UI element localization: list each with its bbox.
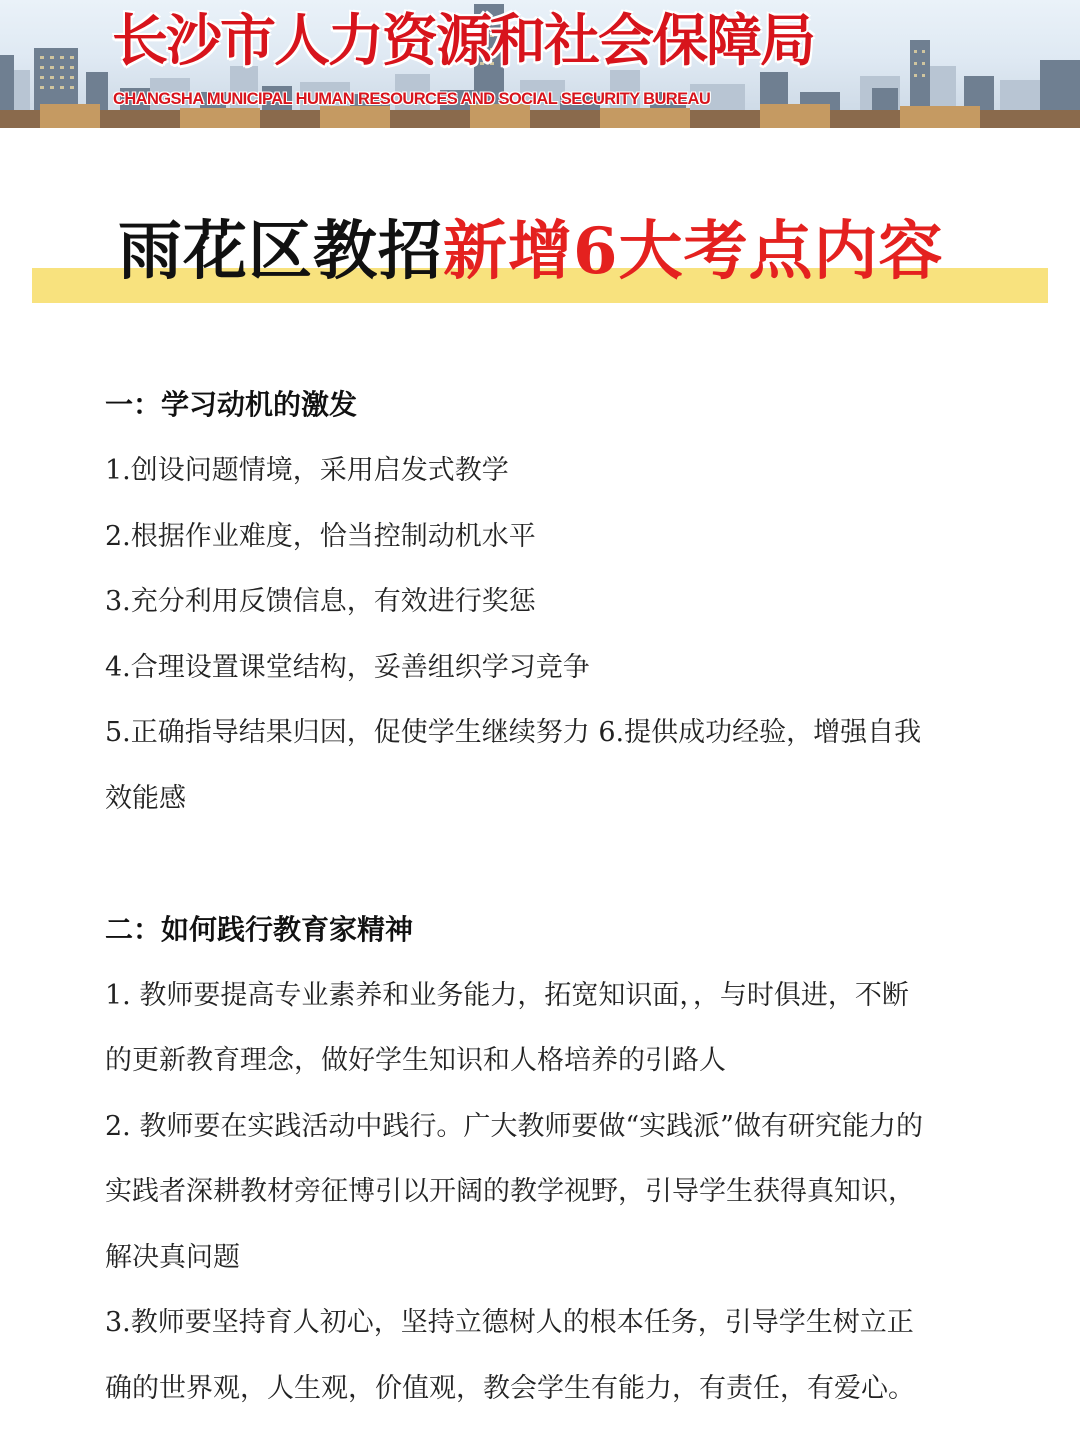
page-title bbox=[118, 214, 944, 290]
section-2-line-6: 3.教师要坚持育人初心，坚持立德树人的根本任务，引导学生树立正 bbox=[105, 1307, 914, 1338]
headline-block bbox=[32, 200, 1048, 304]
page-title-black-part: 雨花区教招 bbox=[118, 214, 443, 289]
section-2-line-2: 的更新教育理念，做好学生知识和人格培养的引路人 bbox=[105, 1045, 726, 1076]
bureau-subtitle-english: CHANGSHA MUNICIPAL HUMAN RESOURCES AND SOCIAL SECURITY BUREAU bbox=[113, 90, 711, 108]
section-1-line-5: 5.正确指导结果归因，促使学生继续努力 6.提供成功经验，增强自我 bbox=[105, 717, 922, 748]
section-2-line-1: 1. 教师要提高专业素养和业务能力，拓宽知识面，，与时俱进，不断 bbox=[105, 980, 909, 1011]
section-1-line-6: 效能感 bbox=[105, 783, 186, 814]
bureau-title: 长沙市人力资源和社会保障局 bbox=[112, 9, 814, 74]
section-2-line-7: 确的世界观，人生观，价值观，教会学生有能力，有责任，有爱心。 bbox=[105, 1373, 915, 1404]
section-1-title: 一：学习动机的激发 bbox=[105, 388, 358, 421]
section-2-line-4: 实践者深耕教材旁征博引以开阔的教学视野，引导学生获得真知识， bbox=[105, 1176, 915, 1207]
section-1-line-2: 2.根据作业难度，恰当控制动机水平 bbox=[105, 521, 536, 552]
section-2-line-5: 解决真问题 bbox=[105, 1242, 240, 1273]
page-title-red-part: 新增6大考点内容 bbox=[443, 214, 944, 289]
header-banner bbox=[0, 0, 1080, 128]
section-2-line-3: 2. 教师要在实践活动中践行。广大教师要做“实践派”做有研究能力的 bbox=[105, 1111, 923, 1142]
section-1-line-1: 1.创设问题情境，采用启发式教学 bbox=[105, 455, 509, 486]
section-1-line-3: 3.充分利用反馈信息，有效进行奖惩 bbox=[105, 586, 536, 617]
section-1-line-4: 4.合理设置课堂结构，妥善组织学习竞争 bbox=[105, 652, 590, 683]
section-2-title: 二：如何践行教育家精神 bbox=[105, 913, 414, 946]
